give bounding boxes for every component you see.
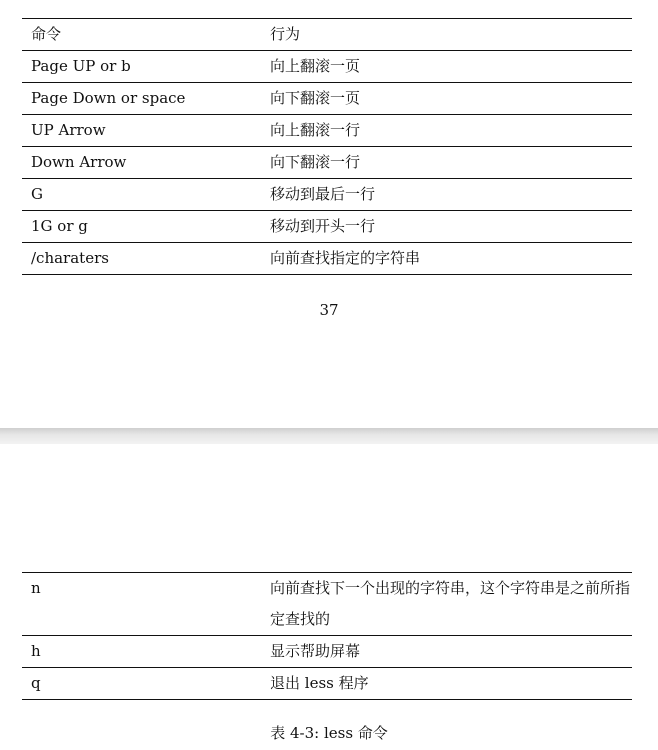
command-cell: UP Arrow xyxy=(22,115,260,147)
behavior-cell: 向下翻滚一页 xyxy=(260,83,632,115)
command-cell: 1G or g xyxy=(22,211,260,243)
table-row xyxy=(22,243,632,275)
page-separator xyxy=(0,428,658,444)
table-row xyxy=(22,83,632,115)
behavior-cell: 向前查找下一个出现的字符串，这个字符串是之前所指定查找的 xyxy=(260,573,632,636)
page-number: 37 xyxy=(319,301,339,319)
table-header-row xyxy=(22,19,632,51)
document-page-bottom xyxy=(0,444,658,750)
command-cell: Page UP or b xyxy=(22,51,260,83)
table-caption: 表 4-3: less 命令 xyxy=(270,724,388,742)
header-command: 命令 xyxy=(22,19,260,51)
table-row xyxy=(22,668,632,700)
behavior-cell: 向前查找指定的字符串 xyxy=(260,243,632,275)
less-commands-table-part2 xyxy=(22,572,632,700)
table-row xyxy=(22,179,632,211)
behavior-cell: 移动到开头一行 xyxy=(260,211,632,243)
table-row xyxy=(22,147,632,179)
behavior-cell: 向上翻滚一页 xyxy=(260,51,632,83)
command-cell: Down Arrow xyxy=(22,147,260,179)
behavior-cell: 向上翻滚一行 xyxy=(260,115,632,147)
behavior-cell: 退出 less 程序 xyxy=(260,668,632,700)
command-cell: /charaters xyxy=(22,243,260,275)
table-row xyxy=(22,115,632,147)
table-row xyxy=(22,51,632,83)
behavior-cell: 显示帮助屏幕 xyxy=(260,636,632,668)
command-cell: q xyxy=(22,668,260,700)
command-cell: h xyxy=(22,636,260,668)
table-row xyxy=(22,211,632,243)
command-cell: n xyxy=(22,573,260,636)
header-behavior: 行为 xyxy=(260,19,632,51)
behavior-cell: 向下翻滚一行 xyxy=(260,147,632,179)
table-row xyxy=(22,636,632,668)
command-cell: Page Down or space xyxy=(22,83,260,115)
behavior-cell: 移动到最后一行 xyxy=(260,179,632,211)
table-row xyxy=(22,573,632,636)
command-cell: G xyxy=(22,179,260,211)
less-commands-table-part1 xyxy=(22,18,632,275)
